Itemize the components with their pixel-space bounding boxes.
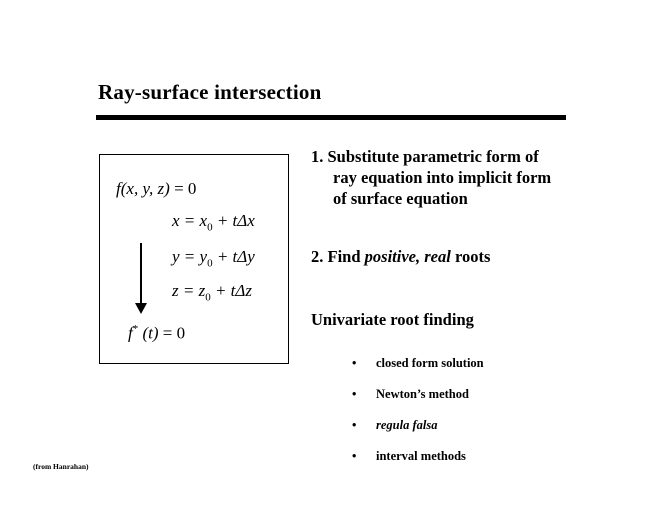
equation-x-subscript: 0 (207, 221, 213, 234)
bullet-label: Newton’s method (376, 387, 469, 401)
bullet-dot-icon: • (352, 449, 357, 463)
equation-y-rhs: + tΔy (216, 247, 255, 266)
step-2-text-after: roots (450, 247, 491, 266)
equation-implicit-surface (116, 179, 196, 199)
subheading-univariate-root-finding: Univariate root finding (311, 310, 474, 329)
step-1-line3: of surface equation (333, 189, 468, 208)
equation-f-symbol: f (116, 179, 121, 198)
bullet-dot-icon: • (352, 418, 357, 432)
bullet-dot-icon: • (352, 387, 357, 401)
equation-y-param (172, 247, 255, 269)
equation-f-args: (x, y, z) (120, 179, 170, 198)
step-2-number: 2. (311, 247, 324, 266)
equation-z-rhs: + tΔz (214, 281, 252, 300)
down-arrow-head-icon (135, 303, 147, 314)
step-1-line1: Substitute parametric form of (327, 147, 539, 166)
equation-z-lhs: z = z (172, 281, 206, 300)
equation-x-lhs: x = x (172, 211, 208, 230)
step-1 (311, 146, 641, 209)
equation-fstar-symbol: f (128, 323, 133, 343)
title-divider (96, 115, 566, 120)
equation-z-param (172, 281, 252, 303)
step-2 (311, 246, 641, 267)
equation-fstar-arg: (t) (142, 323, 159, 343)
down-arrow-shaft-icon (140, 243, 142, 305)
bullet-label: closed form solution (376, 356, 484, 370)
equation-x-rhs: + tΔx (216, 211, 255, 230)
bullet-label: interval methods (376, 449, 466, 463)
step-2-emphasis: positive, real (364, 247, 451, 266)
equation-x-param (172, 211, 255, 233)
list-item (338, 386, 638, 417)
equation-fstar-star: * (132, 323, 139, 335)
list-item (338, 355, 638, 386)
list-item (338, 448, 638, 479)
equation-y-subscript: 0 (207, 257, 213, 270)
bullet-list (338, 355, 638, 479)
equation-z-subscript: 0 (205, 291, 211, 304)
page-title: Ray-surface intersection (98, 80, 322, 104)
bullet-dot-icon: • (352, 356, 357, 370)
step-2-text-before: Find (327, 247, 365, 266)
step-1-number: 1. (311, 147, 324, 166)
equation-fstar-equals: = 0 (162, 323, 186, 343)
equation-y-lhs: y = y (172, 247, 208, 266)
source-credit: (from Hanrahan) (33, 462, 89, 471)
equation-univariate (128, 323, 185, 344)
bullet-label: regula falsa (376, 418, 438, 432)
equation-f-equals: = 0 (174, 179, 197, 198)
list-item (338, 417, 638, 448)
step-1-line2: ray equation into implicit form (333, 168, 552, 187)
